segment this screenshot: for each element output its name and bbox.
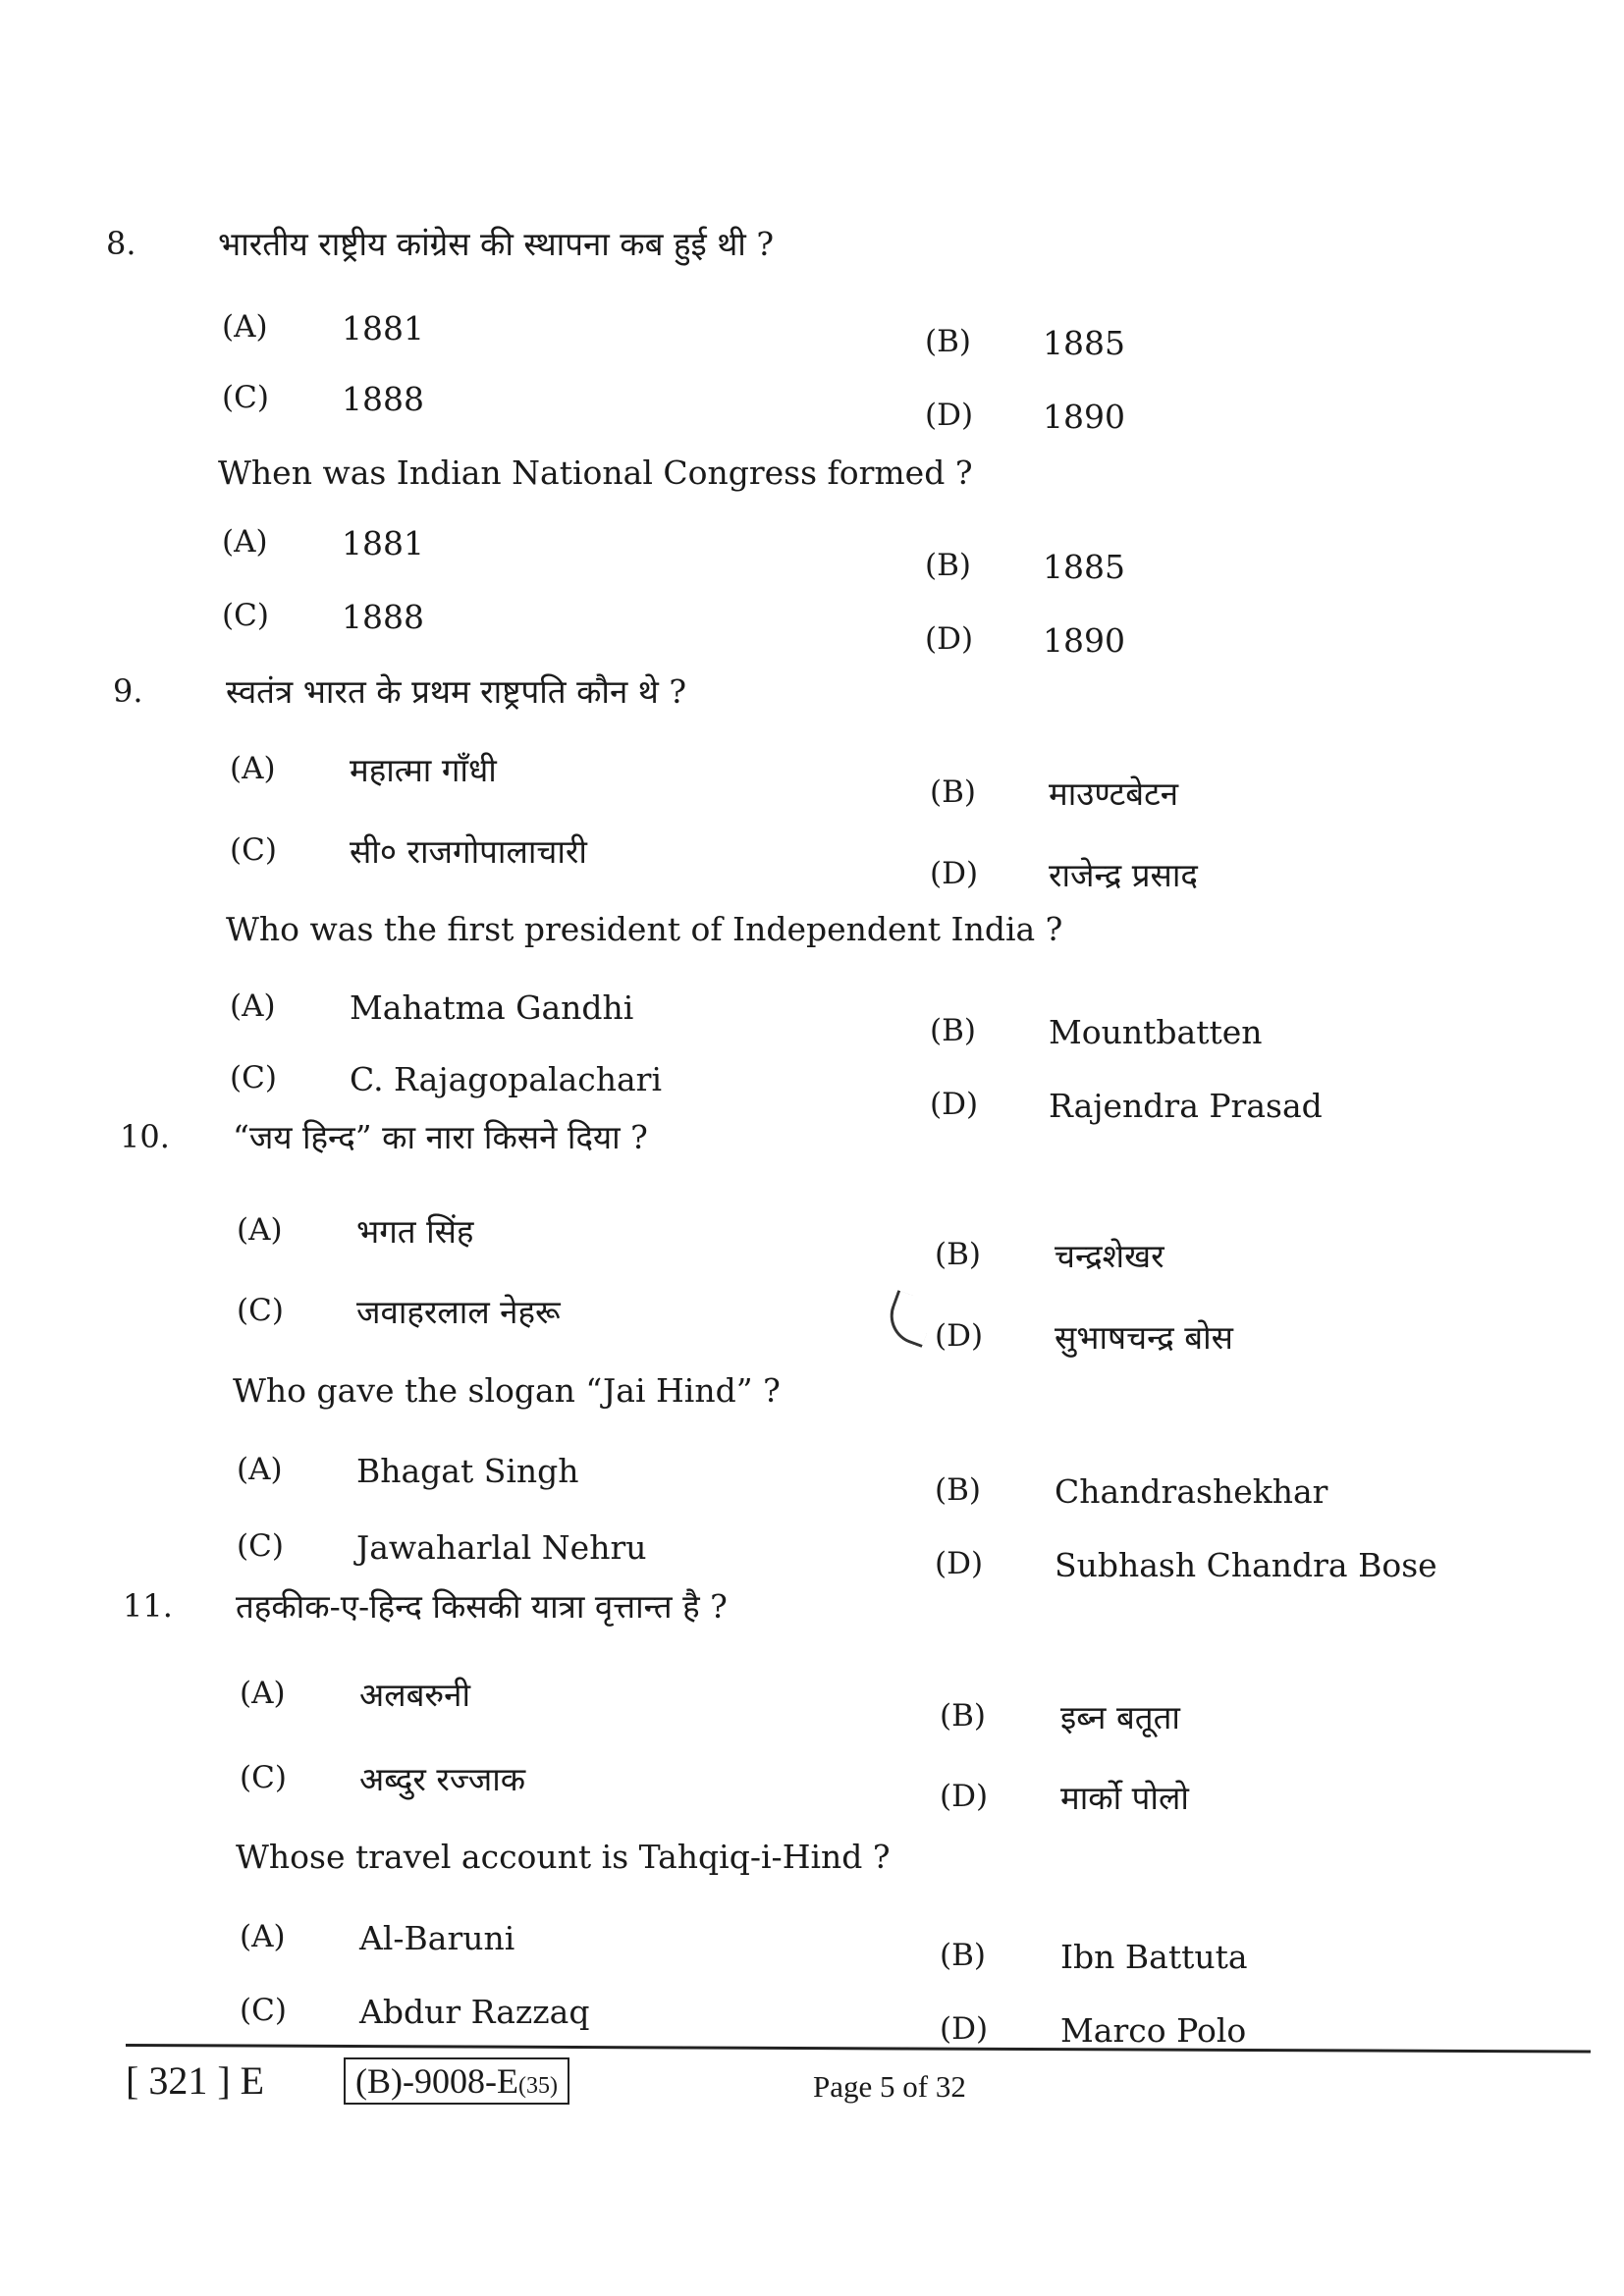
option-label: (C) — [222, 380, 269, 415]
option-text: Mountbatten — [1049, 1013, 1263, 1051]
option-label: (C) — [230, 832, 277, 868]
footer-rule — [126, 2044, 1591, 2054]
option-label: (B) — [940, 1938, 986, 1973]
option-text: Marco Polo — [1060, 2011, 1247, 2050]
option-label: (B) — [935, 1237, 981, 1272]
option-text: Chandrashekhar — [1055, 1472, 1328, 1511]
option-label: (D) — [940, 1779, 989, 1814]
option-text: Jawaharlal Nehru — [356, 1528, 647, 1567]
option-label: (B) — [935, 1472, 981, 1508]
option-text: Subhash Chandra Bose — [1055, 1546, 1437, 1584]
question-text-hindi: “जय हिन्द” का नारा किसने दिया ? — [233, 1118, 648, 1156]
option-text: Abdur Razzaq — [359, 1993, 590, 2031]
option-text: C. Rajagopalachari — [350, 1060, 662, 1098]
option-text: 1890 — [1043, 621, 1125, 660]
option-label: (D) — [925, 398, 974, 433]
option-text: 1888 — [342, 598, 424, 636]
option-text: मार्को पोलो — [1060, 1779, 1189, 1817]
option-label: (C) — [237, 1293, 284, 1328]
option-label: (B) — [930, 774, 976, 810]
question-number: 8. — [106, 225, 136, 262]
option-text: Bhagat Singh — [356, 1452, 579, 1490]
option-text: जवाहरलाल नेहरू — [356, 1293, 561, 1331]
option-text: इब्न बतूता — [1060, 1698, 1180, 1736]
option-text: सुभाषचन्द्र बोस — [1055, 1318, 1233, 1357]
option-text: Mahatma Gandhi — [350, 988, 634, 1027]
option-label: (D) — [935, 1546, 984, 1581]
option-label: (A) — [237, 1452, 283, 1487]
question-text-hindi: स्वतंत्र भारत के प्रथम राष्ट्रपति कौन थे ? — [226, 672, 687, 711]
option-text: Ibn Battuta — [1060, 1938, 1248, 1976]
paper-number: [ 321 ] E — [126, 2058, 265, 2103]
option-text: Rajendra Prasad — [1049, 1087, 1323, 1125]
question-text-hindi: तहकीक-ए-हिन्द किसकी यात्रा वृत्तान्त है ? — [236, 1587, 728, 1626]
option-label: (C) — [240, 1760, 287, 1795]
option-label: (D) — [925, 621, 974, 657]
option-text: 1888 — [342, 380, 424, 418]
option-label: (A) — [240, 1676, 286, 1711]
option-label: (B) — [925, 324, 971, 359]
option-text: माउण्टबेटन — [1049, 774, 1179, 813]
question-number: 10. — [120, 1118, 170, 1155]
option-text: 1885 — [1043, 324, 1125, 362]
option-label: (A) — [222, 309, 268, 345]
option-label: (C) — [240, 1993, 287, 2028]
option-label: (B) — [930, 1013, 976, 1048]
option-text: अलबरुनी — [359, 1676, 471, 1714]
option-text: राजेन्द्र प्रसाद — [1049, 856, 1198, 894]
question-text-english: Whose travel account is Tahqiq-i-Hind ? — [236, 1838, 891, 1876]
option-text: 1881 — [342, 309, 424, 347]
option-label: (A) — [230, 751, 276, 786]
option-label: (A) — [230, 988, 276, 1024]
option-text: महात्मा गाँधी — [350, 751, 497, 789]
option-label: (A) — [222, 524, 268, 560]
question-text-english: Who was the first president of Independent India ? — [226, 910, 1063, 948]
option-label: (C) — [237, 1528, 284, 1564]
question-number: 9. — [113, 672, 143, 710]
option-label: (A) — [240, 1919, 286, 1954]
option-label: (D) — [930, 1087, 979, 1122]
paper-code: (B)-9008-E — [355, 2061, 518, 2101]
option-label: (C) — [230, 1060, 277, 1095]
option-label: (A) — [237, 1212, 283, 1248]
option-text: 1881 — [342, 524, 424, 562]
handwritten-tick-mark — [882, 1290, 937, 1348]
option-text: चन्द्रशेखर — [1055, 1237, 1164, 1275]
question-text-english: Who gave the slogan “Jai Hind” ? — [233, 1371, 781, 1410]
paper-code-box — [344, 2057, 569, 2105]
option-label: (B) — [925, 548, 971, 583]
option-text: Al-Baruni — [359, 1919, 515, 1957]
option-text: सी० राजगोपालाचारी — [350, 832, 587, 871]
paper-code-suffix: (35) — [517, 2073, 558, 2099]
option-label: (C) — [222, 598, 269, 633]
option-text: भगत सिंह — [356, 1212, 474, 1251]
question-text-english: When was Indian National Congress formed ? — [218, 454, 973, 492]
option-text: 1885 — [1043, 548, 1125, 586]
question-number: 11. — [123, 1587, 173, 1625]
option-label: (D) — [930, 856, 979, 891]
option-text: अब्दुर रज्जाक — [359, 1760, 526, 1798]
option-text: 1890 — [1043, 398, 1125, 436]
question-text-hindi: भारतीय राष्ट्रीय कांग्रेस की स्थापना कब हुई थी ? — [218, 225, 775, 263]
option-label: (D) — [940, 2011, 989, 2047]
page-number: Page 5 of 32 — [813, 2069, 966, 2104]
option-label: (D) — [935, 1318, 984, 1354]
option-label: (B) — [940, 1698, 986, 1734]
